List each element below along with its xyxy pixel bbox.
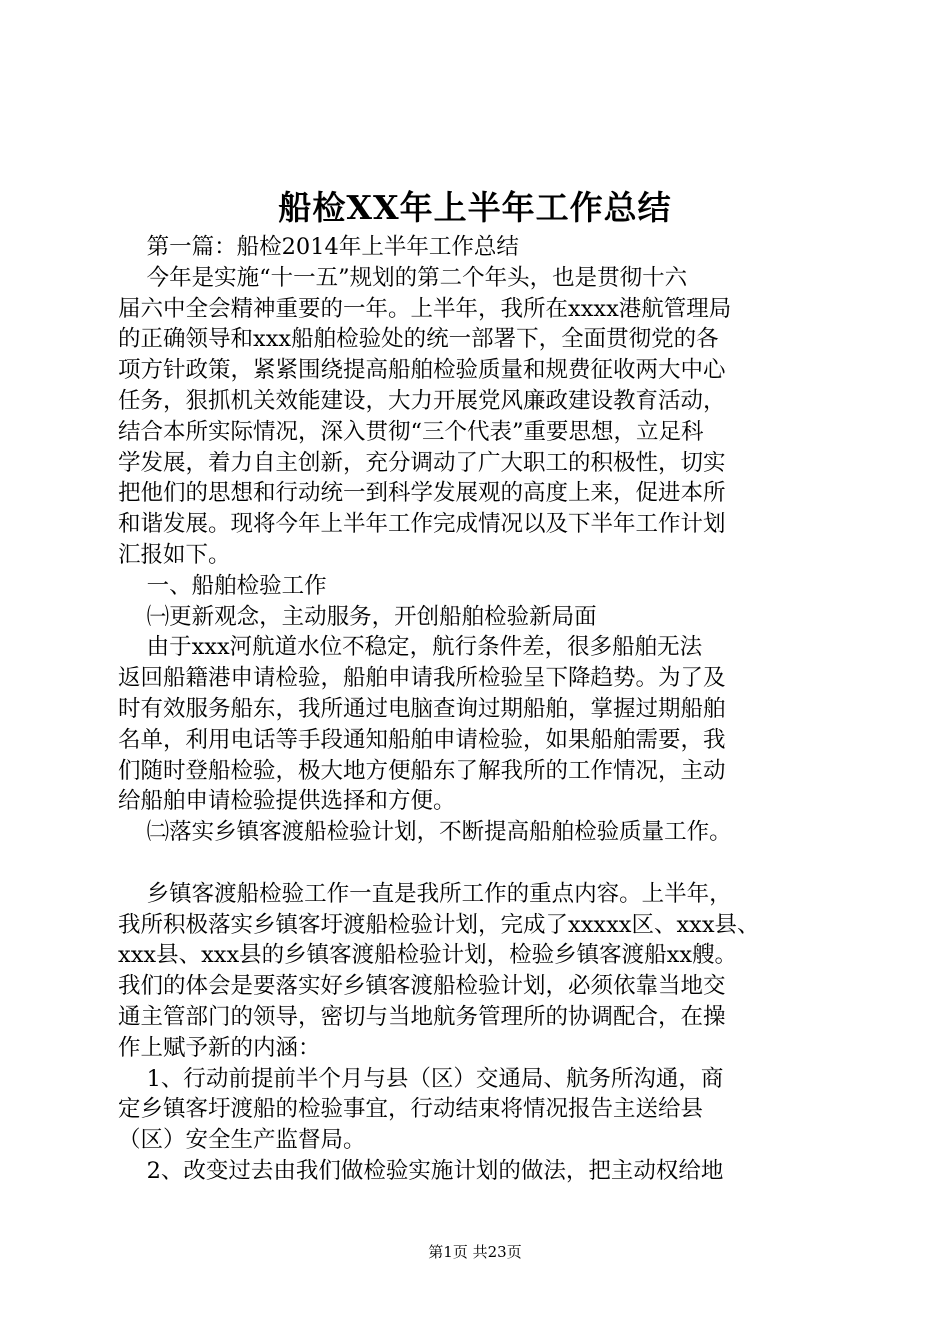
document-body — [118, 232, 838, 1187]
document-title: 船检XX年上半年工作总结 — [278, 188, 672, 227]
body-line: 的正确领导和xxx船舶检验处的统一部署下，全面贯彻党的各 — [118, 326, 719, 353]
body-line: 和谐发展。现将今年上半年工作完成情况以及下半年工作计划 — [118, 511, 726, 538]
body-line: （区）安全生产监督局。 — [118, 1127, 366, 1154]
body-line: 我所积极落实乡镇客圩渡船检验计划，完成了xxxxx区、xxx县、 — [118, 911, 760, 938]
body-line: 结合本所实际情况，深入贯彻“三个代表”重要思想，立足科 — [118, 418, 704, 445]
body-line: 把他们的思想和行动统一到科学发展观的高度上来，促进本所 — [118, 480, 726, 507]
body-line: xxx县、xxx县的乡镇客渡船检验计划，检验乡镇客渡船xx艘。 — [118, 942, 738, 969]
body-line: ㈠更新观念，主动服务，开创船舶检验新局面 — [118, 603, 597, 630]
body-line: 2、改变过去由我们做检验实施计划的做法，把主动权给地 — [118, 1157, 724, 1184]
body-line: 汇报如下。 — [118, 541, 231, 568]
body-line: 时有效服务船东，我所通过电脑查询过期船舶，掌握过期船舶 — [118, 695, 726, 722]
body-line: 项方针政策，紧紧围绕提高船舶检验质量和规费征收两大中心 — [118, 357, 726, 384]
body-line: 作上赋予新的内涵： — [118, 1034, 321, 1061]
body-line: 们随时登船检验，极大地方便船东了解我所的工作情况，主动 — [118, 757, 726, 784]
body-line — [118, 848, 838, 879]
body-line: 一、船舶检验工作 — [118, 572, 327, 599]
body-line: 给船舶申请检验提供选择和方便。 — [118, 788, 456, 815]
page-footer: 第1页 共23页 — [428, 1243, 522, 1261]
body-line: 我们的体会是要落实好乡镇客渡船检验计划，必须依靠当地交 — [118, 973, 726, 1000]
body-line: 名单，利用电话等手段通知船舶申请检验，如果船舶需要，我 — [118, 726, 726, 753]
body-line: 届六中全会精神重要的一年。上半年，我所在xxxx港航管理局 — [118, 295, 732, 322]
body-line: 返回船籍港申请检验，船舶申请我所检验呈下降趋势。为了及 — [118, 665, 726, 692]
body-line: 由于xxx河航道水位不稳定，航行条件差，很多船舶无法 — [118, 634, 703, 661]
body-line: 今年是实施“十一五”规划的第二个年头，也是贯彻十六 — [118, 264, 688, 291]
body-line: 学发展，着力自主创新，充分调动了广大职工的积极性，切实 — [118, 449, 726, 476]
body-line: 乡镇客渡船检验工作一直是我所工作的重点内容。上半年， — [118, 880, 732, 907]
body-line: 任务，狠抓机关效能建设，大力开展党风廉政建设教育活动， — [118, 387, 726, 414]
body-line: 第一篇：船检2014年上半年工作总结 — [118, 234, 519, 260]
body-line: ㈡落实乡镇客渡船检验计划，不断提高船舶检验质量工作。 — [118, 819, 732, 846]
body-line: 定乡镇客圩渡船的检验事宜，行动结束将情况报告主送给县 — [118, 1096, 704, 1123]
body-line: 1、行动前提前半个月与县（区）交通局、航务所沟通，商 — [118, 1065, 724, 1092]
body-line: 通主管部门的领导，密切与当地航务管理所的协调配合，在操 — [118, 1003, 726, 1030]
